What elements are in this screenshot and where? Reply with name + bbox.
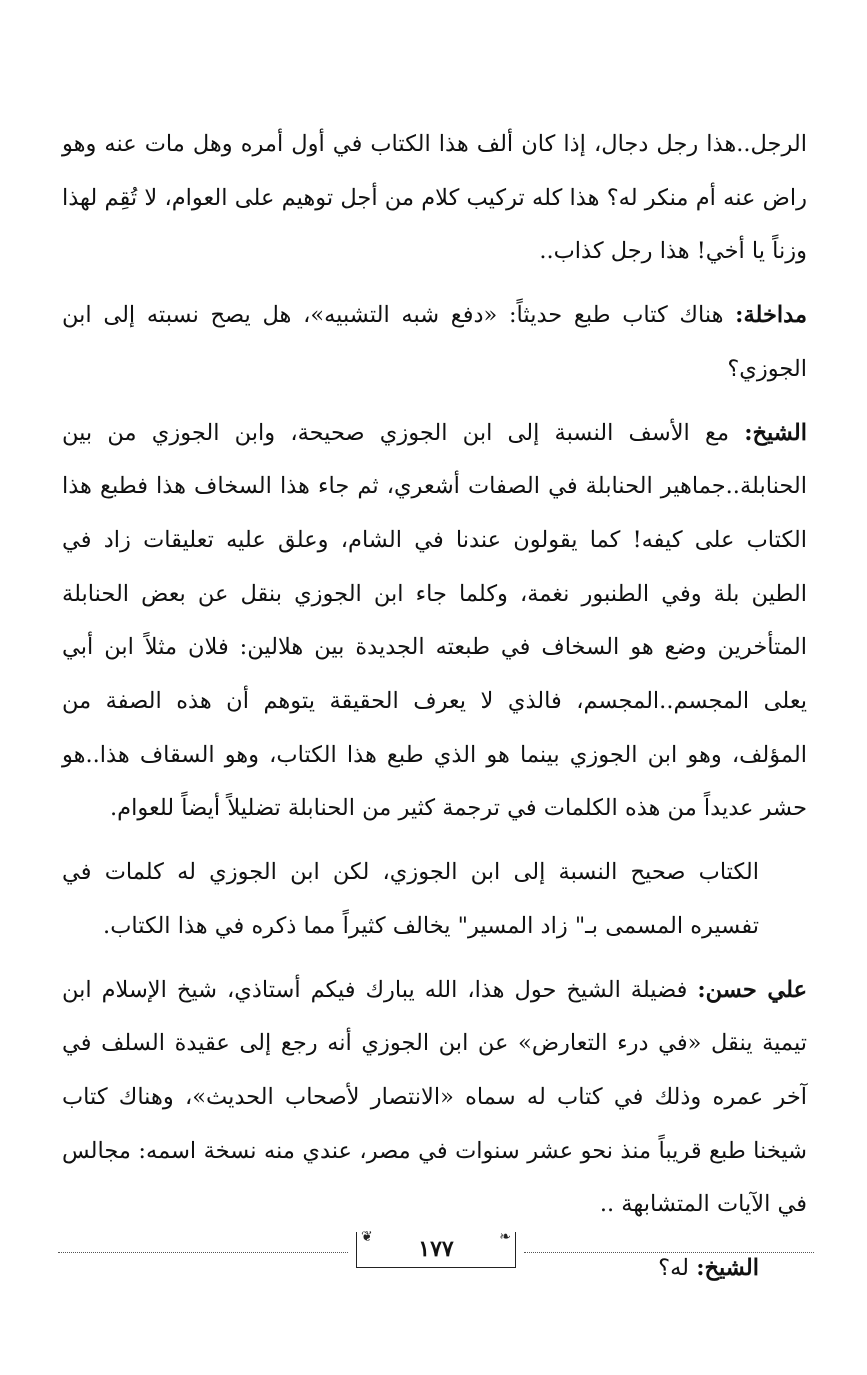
ornament-icon: ❧: [499, 1229, 511, 1245]
paragraph-text: له؟: [658, 1255, 697, 1282]
speaker-label: الشيخ:: [696, 1255, 759, 1282]
ornament-icon: ❦: [361, 1229, 373, 1245]
paragraph-text: فضيلة الشيخ حول هذا، الله يبارك فيكم أستاذي، شيخ الإسلام ابن تيمية ينقل «في درء التعارض» عن ابن الجوزي أنه رجع إلى عقيدة السلف في آخر عمره وذلك في كتاب له سماه «الانتصار لأصحاب الحديث»، وهناك كتاب شيخنا طبع قريباً منذ نحو عشر سنوات في مصر، عندي منه نسخة اسمه: مجالس في الآيات المتشابهة ..: [62, 976, 807, 1218]
page-footer: [58, 1229, 814, 1276]
paragraph-3: [62, 407, 807, 837]
paragraph-text: مع الأسف النسبة إلى ابن الجوزي صحيحة، وابن الجوزي من بين الحنابلة..جماهير الحنابلة في الصفات أشعري، ثم جاء هذا السخاف هذا فطبع هذا الكتاب على كيفه! كما يقولون عندنا في الشام، وعلق عليه تعليقات زاد في الطين بلة وفي الطنبور نغمة، وكلما جاء ابن الجوزي بنقل عن بعض الحنابلة المتأخرين وضع هو السخاف في طبعته الجديدة بين هلالين: فلان مثلاً ابن أبي يعلى المجسم..المجسم، فالذي لا يعرف الحقيقة يتوهم أن هذه الصفة من المؤلف، وهو ابن الجوزي بينما هو الذي طبع هذا الكتاب، وهو السقاف هذا..هو حشر عديداً من هذه الكلمات في ترجمة كثير من الحنابلة تضليلاً أيضاً للعوام.: [62, 419, 807, 822]
speaker-label: الشيخ:: [744, 419, 807, 446]
page-number-frame: [356, 1229, 516, 1268]
paragraph-text: الكتاب صحيح النسبة إلى ابن الجوزي، لكن ابن الجوزي له كلمات في تفسيره المسمى بـ" زاد المسير" يخالف كثيراً مما ذكره في هذا الكتاب.: [62, 859, 759, 939]
paragraph-5: [62, 964, 807, 1233]
footer-dotted-rule-left: [58, 1252, 348, 1253]
paragraph-4: [62, 846, 807, 953]
paragraph-2: [62, 289, 807, 396]
paragraph-text: الرجل..هذا رجل دجال، إذا كان ألف هذا الكتاب في أول أمره وهل مات عنه وهو راض عنه أم منكر له؟ هذا كله تركيب كلام من أجل توهيم على العوام، لا تُقِم لهذا وزناً يا أخي! هذا رجل كذاب..: [62, 131, 807, 265]
page-number: ١٧٧: [418, 1236, 454, 1262]
footer-dotted-rule-right: [524, 1252, 814, 1253]
page-body: [62, 118, 807, 1306]
speaker-label: مداخلة:: [735, 302, 807, 329]
paragraph-text: هناك كتاب طبع حديثاً: «دفع شبه التشبيه»، هل يصح نسبته إلى ابن الجوزي؟: [62, 302, 807, 382]
paragraph-1: [62, 118, 807, 279]
speaker-label: علي حسن:: [697, 976, 807, 1003]
